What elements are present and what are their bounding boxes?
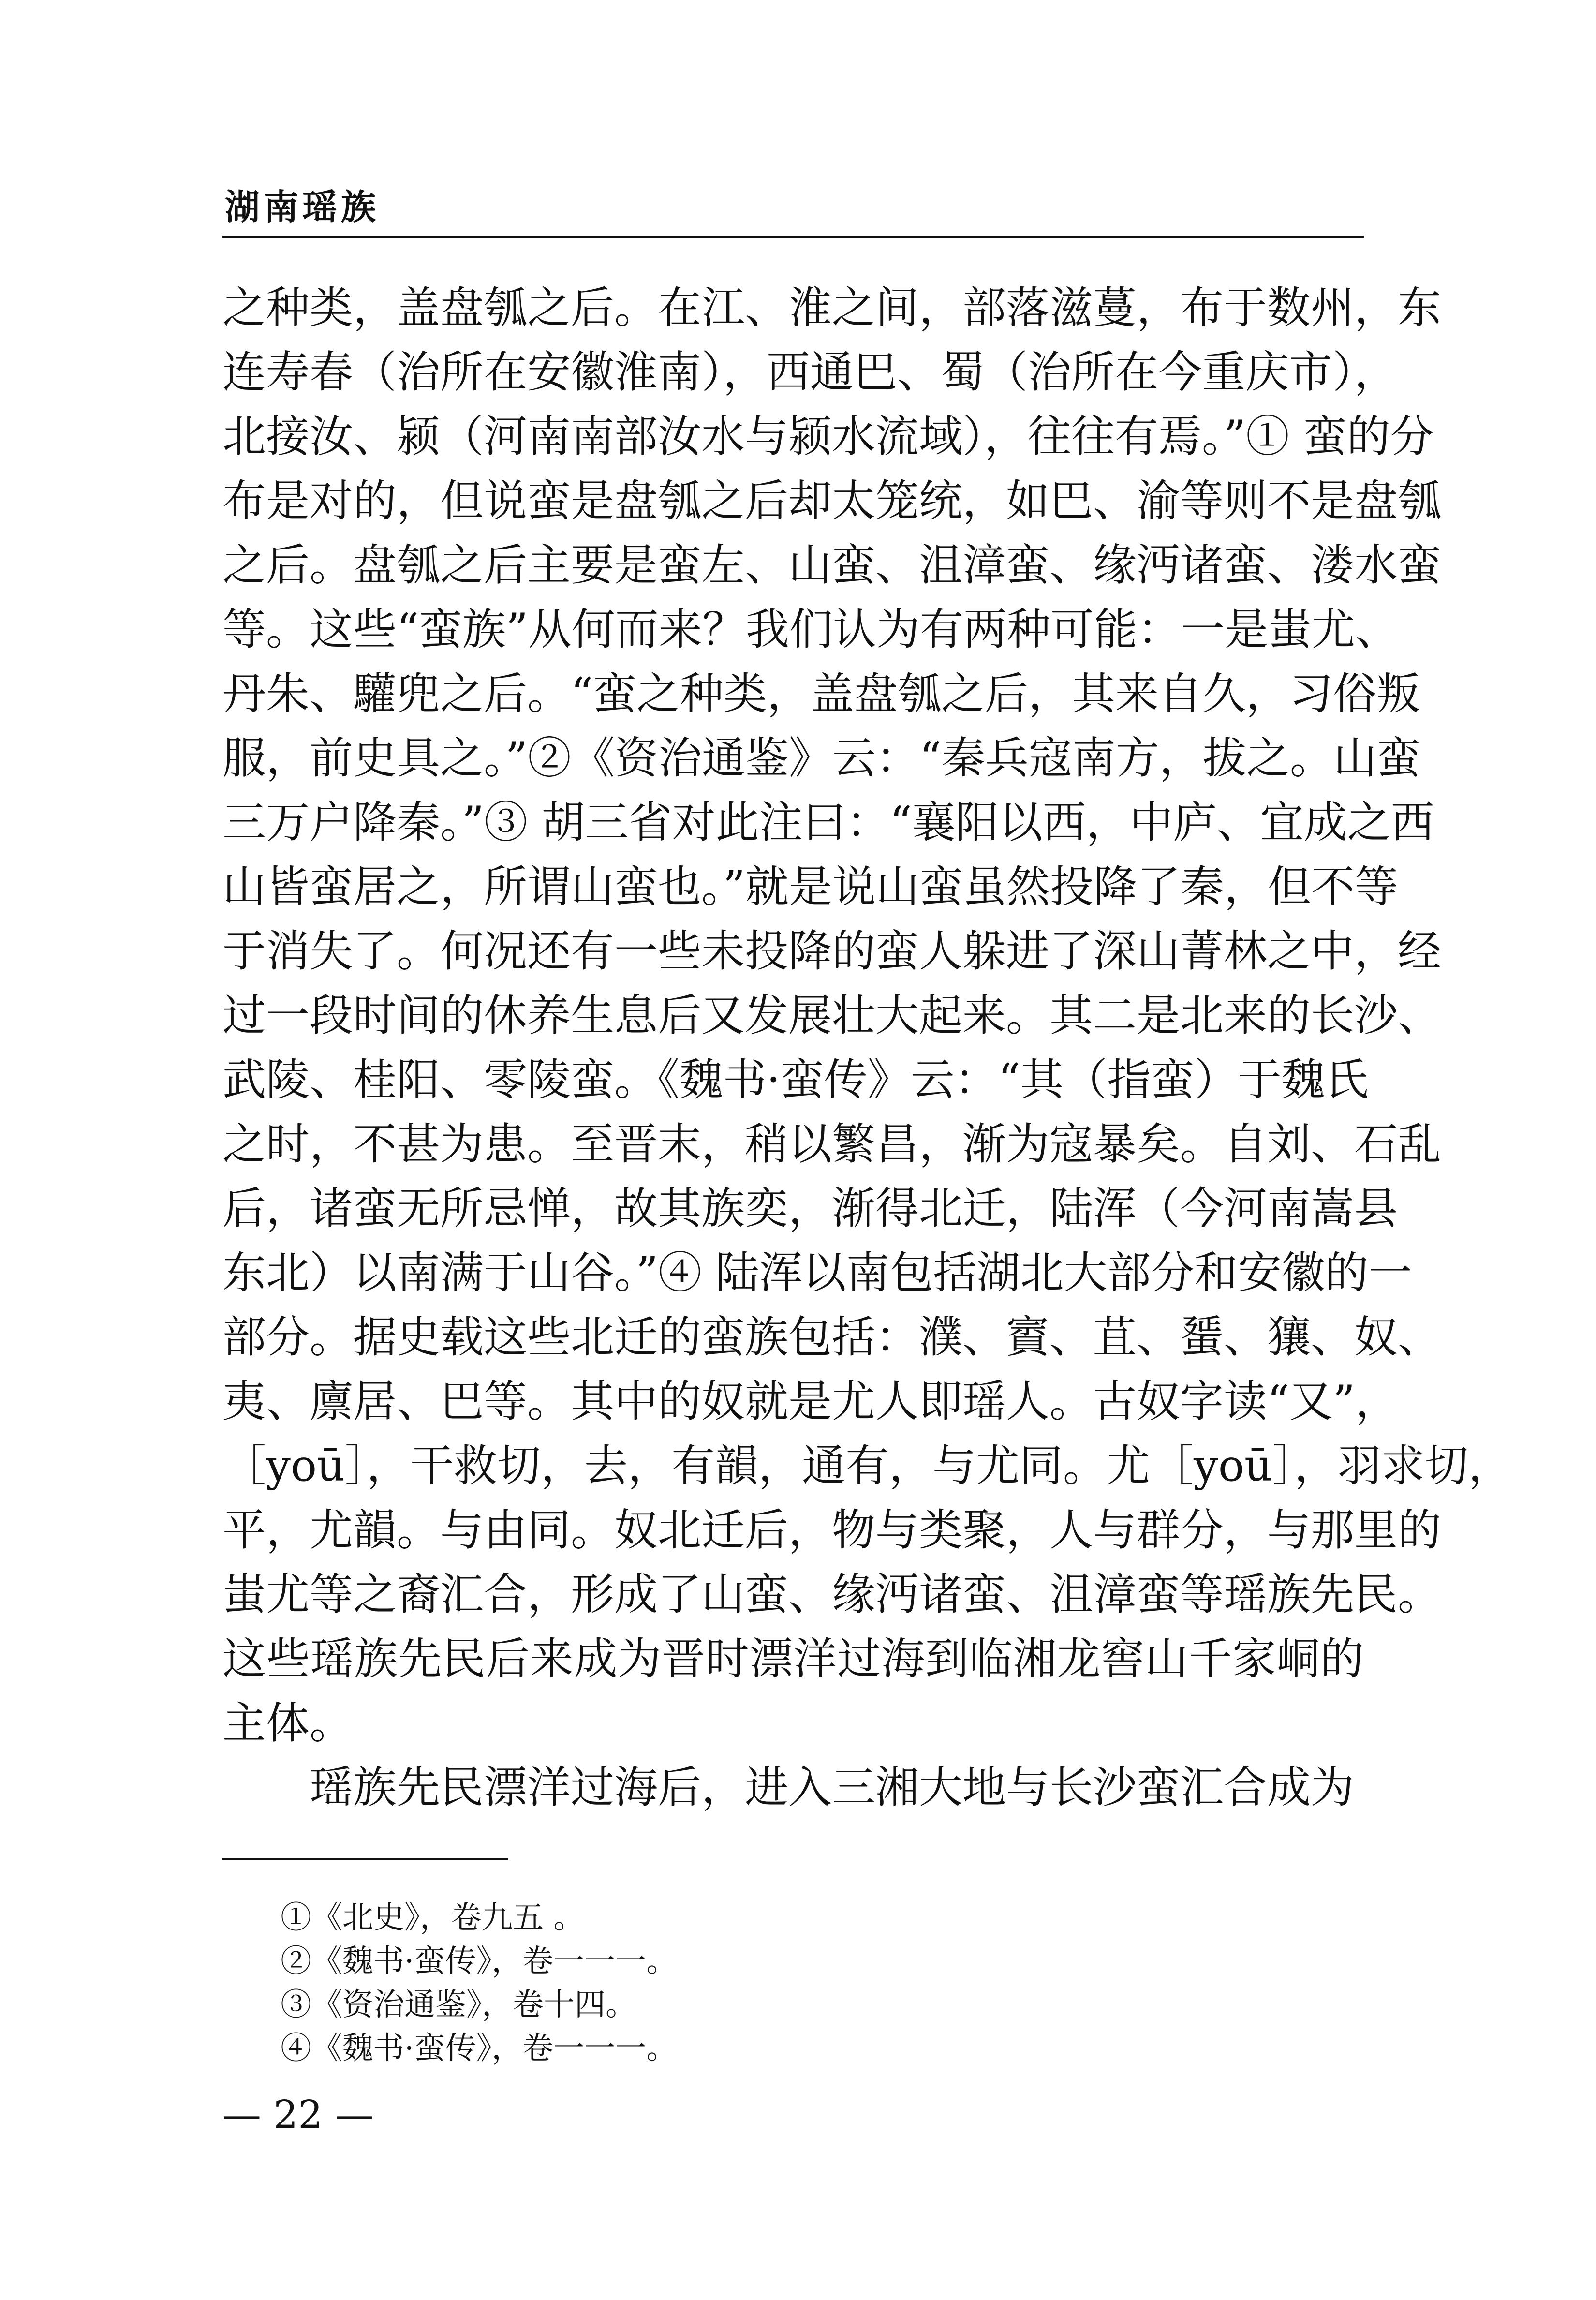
body-line: 之后。盘瓠之后主要是蛮左、山蛮、沮漳蛮、缘沔诸蛮、溇水蛮 (222, 540, 1441, 591)
body-line: 山皆蛮居之，所谓山蛮也。”就是说山蛮虽然投降了秦，但不等 (222, 861, 1399, 912)
body-line: 瑶族先民漂洋过海后，进入三湘大地与长沙蛮汇合成为 (310, 1762, 1354, 1813)
body-line: 连寿春（治所在安徽淮南），西通巴、蜀（治所在今重庆市）， (222, 347, 1398, 398)
body-line: 主体。 (222, 1698, 353, 1749)
footnote: ①《北史》，卷九五 。 (281, 1900, 585, 1936)
body-line: 东北）以南满于山谷。”④ 陆浑以南包括湖北大部分和安徽的一 (222, 1247, 1412, 1298)
body-line: 于消失了。何况还有一些未投降的蛮人躲进了深山菁林之中，经 (222, 926, 1441, 977)
body-line: 夷、廪居、巴等。其中的奴就是尤人即瑶人。古奴字读“又”， (222, 1376, 1399, 1427)
header-rule (222, 236, 1364, 238)
running-head: 湖南瑶族 (225, 186, 380, 227)
body-line: 蚩尤等之裔汇合，形成了山蛮、缘沔诸蛮、沮漳蛮等瑶族先民。 (222, 1569, 1441, 1620)
body-line: 过一段时间的休养生息后又发展壮大起来。其二是北来的长沙、 (222, 990, 1441, 1041)
body-line: 武陵、桂阳、零陵蛮。《魏书·蛮传》云：“其（指蛮）于魏氏 (222, 1054, 1369, 1105)
body-line: 之种类，盖盘瓠之后。在江、淮之间，部落滋蔓，布于数州，东 (222, 282, 1441, 333)
body-line: 部分。据史载这些北迁的蛮族包括：濮、賨、苴、蜑、獽、奴、 (222, 1312, 1441, 1363)
body-line: 服，前史具之。”②《资治通鉴》云：“秦兵寇南方，拔之。山蛮 (222, 733, 1421, 784)
body-line: 这些瑶族先民后来成为晋时漂洋过海到临湘龙窖山千家峒的 (222, 1633, 1364, 1684)
body-line: 布是对的，但说蛮是盘瓠之后却太笼统，如巴、渝等则不是盘瓠 (222, 475, 1441, 526)
body-line: 北接汝、颍（河南南部汝水与颍水流域），往往有焉。”① 蛮的分 (222, 411, 1434, 462)
body-line: 之时，不甚为患。至晋末，稍以繁昌，渐为寇暴矣。自刘、石乱 (222, 1119, 1441, 1170)
body-line: 丹朱、驩兜之后。“蛮之种类，盖盘瓠之后，其来自久，习俗叛 (222, 668, 1420, 719)
body-line: 等。这些“蛮族”从何而来？我们认为有两种可能：一是蚩尤、 (222, 604, 1399, 655)
body-text (222, 276, 1512, 1820)
body-line: 三万户降秦。”③ 胡三省对此注曰：“襄阳以西，中庐、宜成之西 (222, 797, 1434, 848)
page-number: — 22 — (222, 2092, 374, 2137)
footnote-rule (222, 1858, 508, 1860)
body-line: 平，尤韻。与由同。奴北迁后，物与类聚，人与群分，与那里的 (222, 1505, 1441, 1556)
body-line: ［yoū］，干救切，去，有韻，通有，与尤同。尤［yoū］，羽求切， (222, 1440, 1512, 1491)
body-line: 后，诸蛮无所忌惮，故其族奕，渐得北迁，陆浑（今河南嵩县 (222, 1183, 1398, 1234)
footnote: ④《魏书·蛮传》，卷一一一。 (281, 2031, 678, 2066)
footnote: ③《资治通鉴》，卷十四。 (281, 1987, 636, 2023)
footnote: ②《魏书·蛮传》，卷一一一。 (281, 1944, 678, 1979)
footnotes (281, 1896, 677, 2070)
